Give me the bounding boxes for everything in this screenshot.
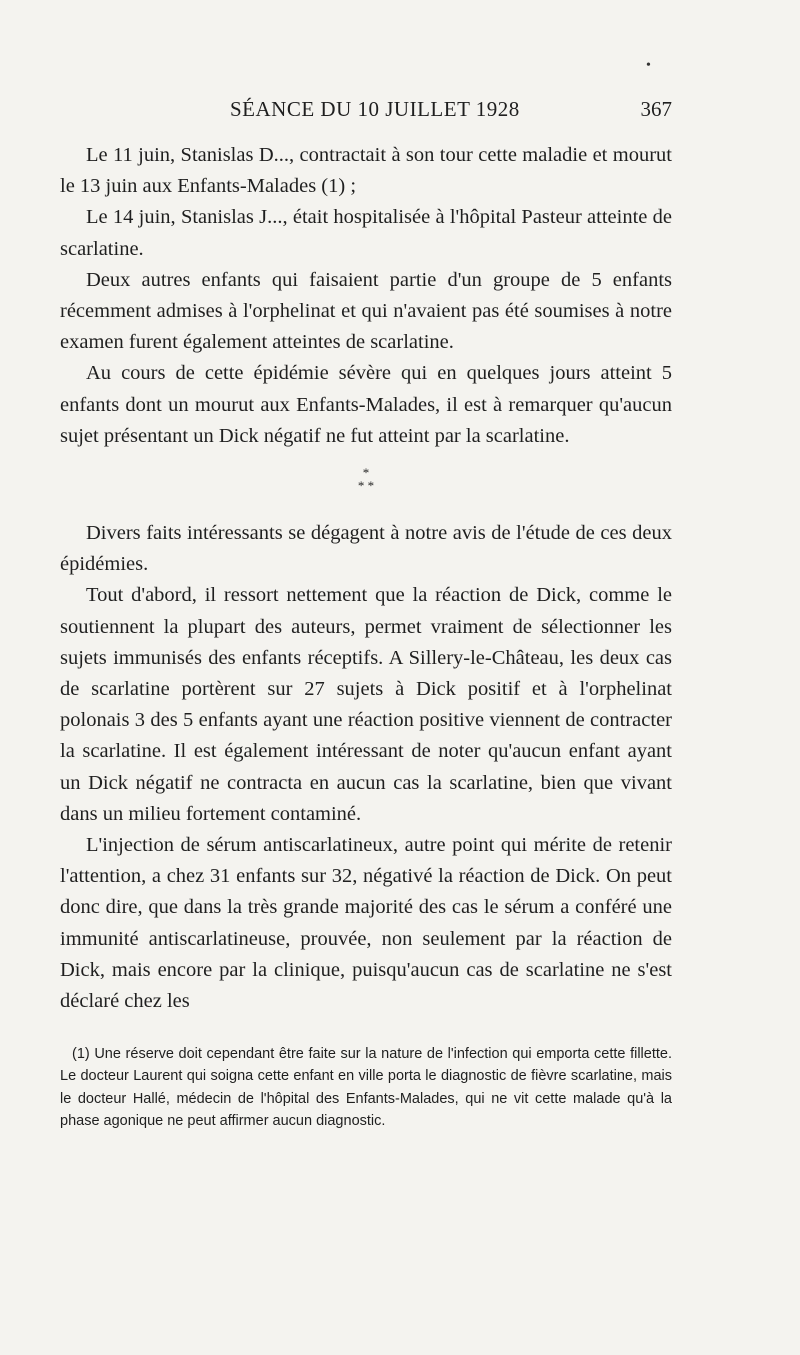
page-mark: • [646,58,651,73]
paragraph: Tout d'abord, il ressort nettement que la réaction de Dick, comme le soutiennent la plupart des auteurs, permet vraiment de sélectionner les sujets immunisés des enfants réceptifs. A Sillery-le-Château, les deux cas de scarlatine portèrent sur 27 sujets à Dick positif et à l'orphelinat polonais 3 des 5 enfants ayant une réaction positive viennent de contracter la scarlatine. Il est également intéressant de noter qu'aucun enfant ayant un Dick négatif ne contracta en aucun cas la scarlatine, bien que vivant dans un milieu fortement contaminé. [60,584,672,825]
footnotes [60,1043,672,1133]
paragraph: Au cours de cette épidémie sévère qui en quelques jours atteint 5 enfants dont un mourut aux Enfants-Malades, il est à remarquer qu'aucun sujet présentant un Dick négatif ne fut atteint par la scarlatine. [60,362,672,447]
paragraph: Le 14 juin, Stanislas J..., était hospitalisée à l'hôpital Pasteur atteinte de scarlatine. [60,206,672,260]
asterism-bottom: * * [357,478,375,494]
running-title: SÉANCE DU 10 JUILLET 1928 [230,97,520,121]
footnote: (1) Une réserve doit cependant être faite sur la nature de l'infection qui emporta cette fillette. Le docteur Laurent qui soigna cette enfant en ville porta le diagnostic de fièvre scarlatine, mais le docteur Hallé, médecin de l'hôpital des Enfants-Malades, qui ne vit cette malade qu'à la phase agonique ne peut affirmer aucun diagnostic. [60,1046,672,1130]
paragraph: Le 11 juin, Stanislas D..., contractait à son tour cette maladie et mourut le 13 juin aux Enfants-Malades (1) ; [60,144,672,198]
asterism-top: * [362,465,370,481]
paragraph: Divers faits intéressants se dégagent à notre avis de l'étude de ces deux épidémies. [60,522,672,576]
paragraph: L'injection de sérum antiscarlatineux, autre point qui mérite de retenir l'attention, a chez 31 enfants sur 32, négativé la réaction de Dick. On peut donc dire, que dans la très grande majorité des cas le sérum a conféré une immunité antiscarlatineuse, prouvée, non seulement par la réaction de Dick, mais encore par la clinique, puisqu'aucun cas de scarlatine ne s'est déclaré chez les [60,834,672,1013]
paragraph: Deux autres enfants qui faisaient partie d'un groupe de 5 enfants récemment admises à l'orphelinat et qui n'avaient pas été soumises à notre examen furent également atteintes de scarlatine. [60,268,672,354]
running-header [230,97,672,122]
body-text [60,140,672,1017]
page-number: 367 [640,97,672,121]
section-separator [60,466,672,492]
